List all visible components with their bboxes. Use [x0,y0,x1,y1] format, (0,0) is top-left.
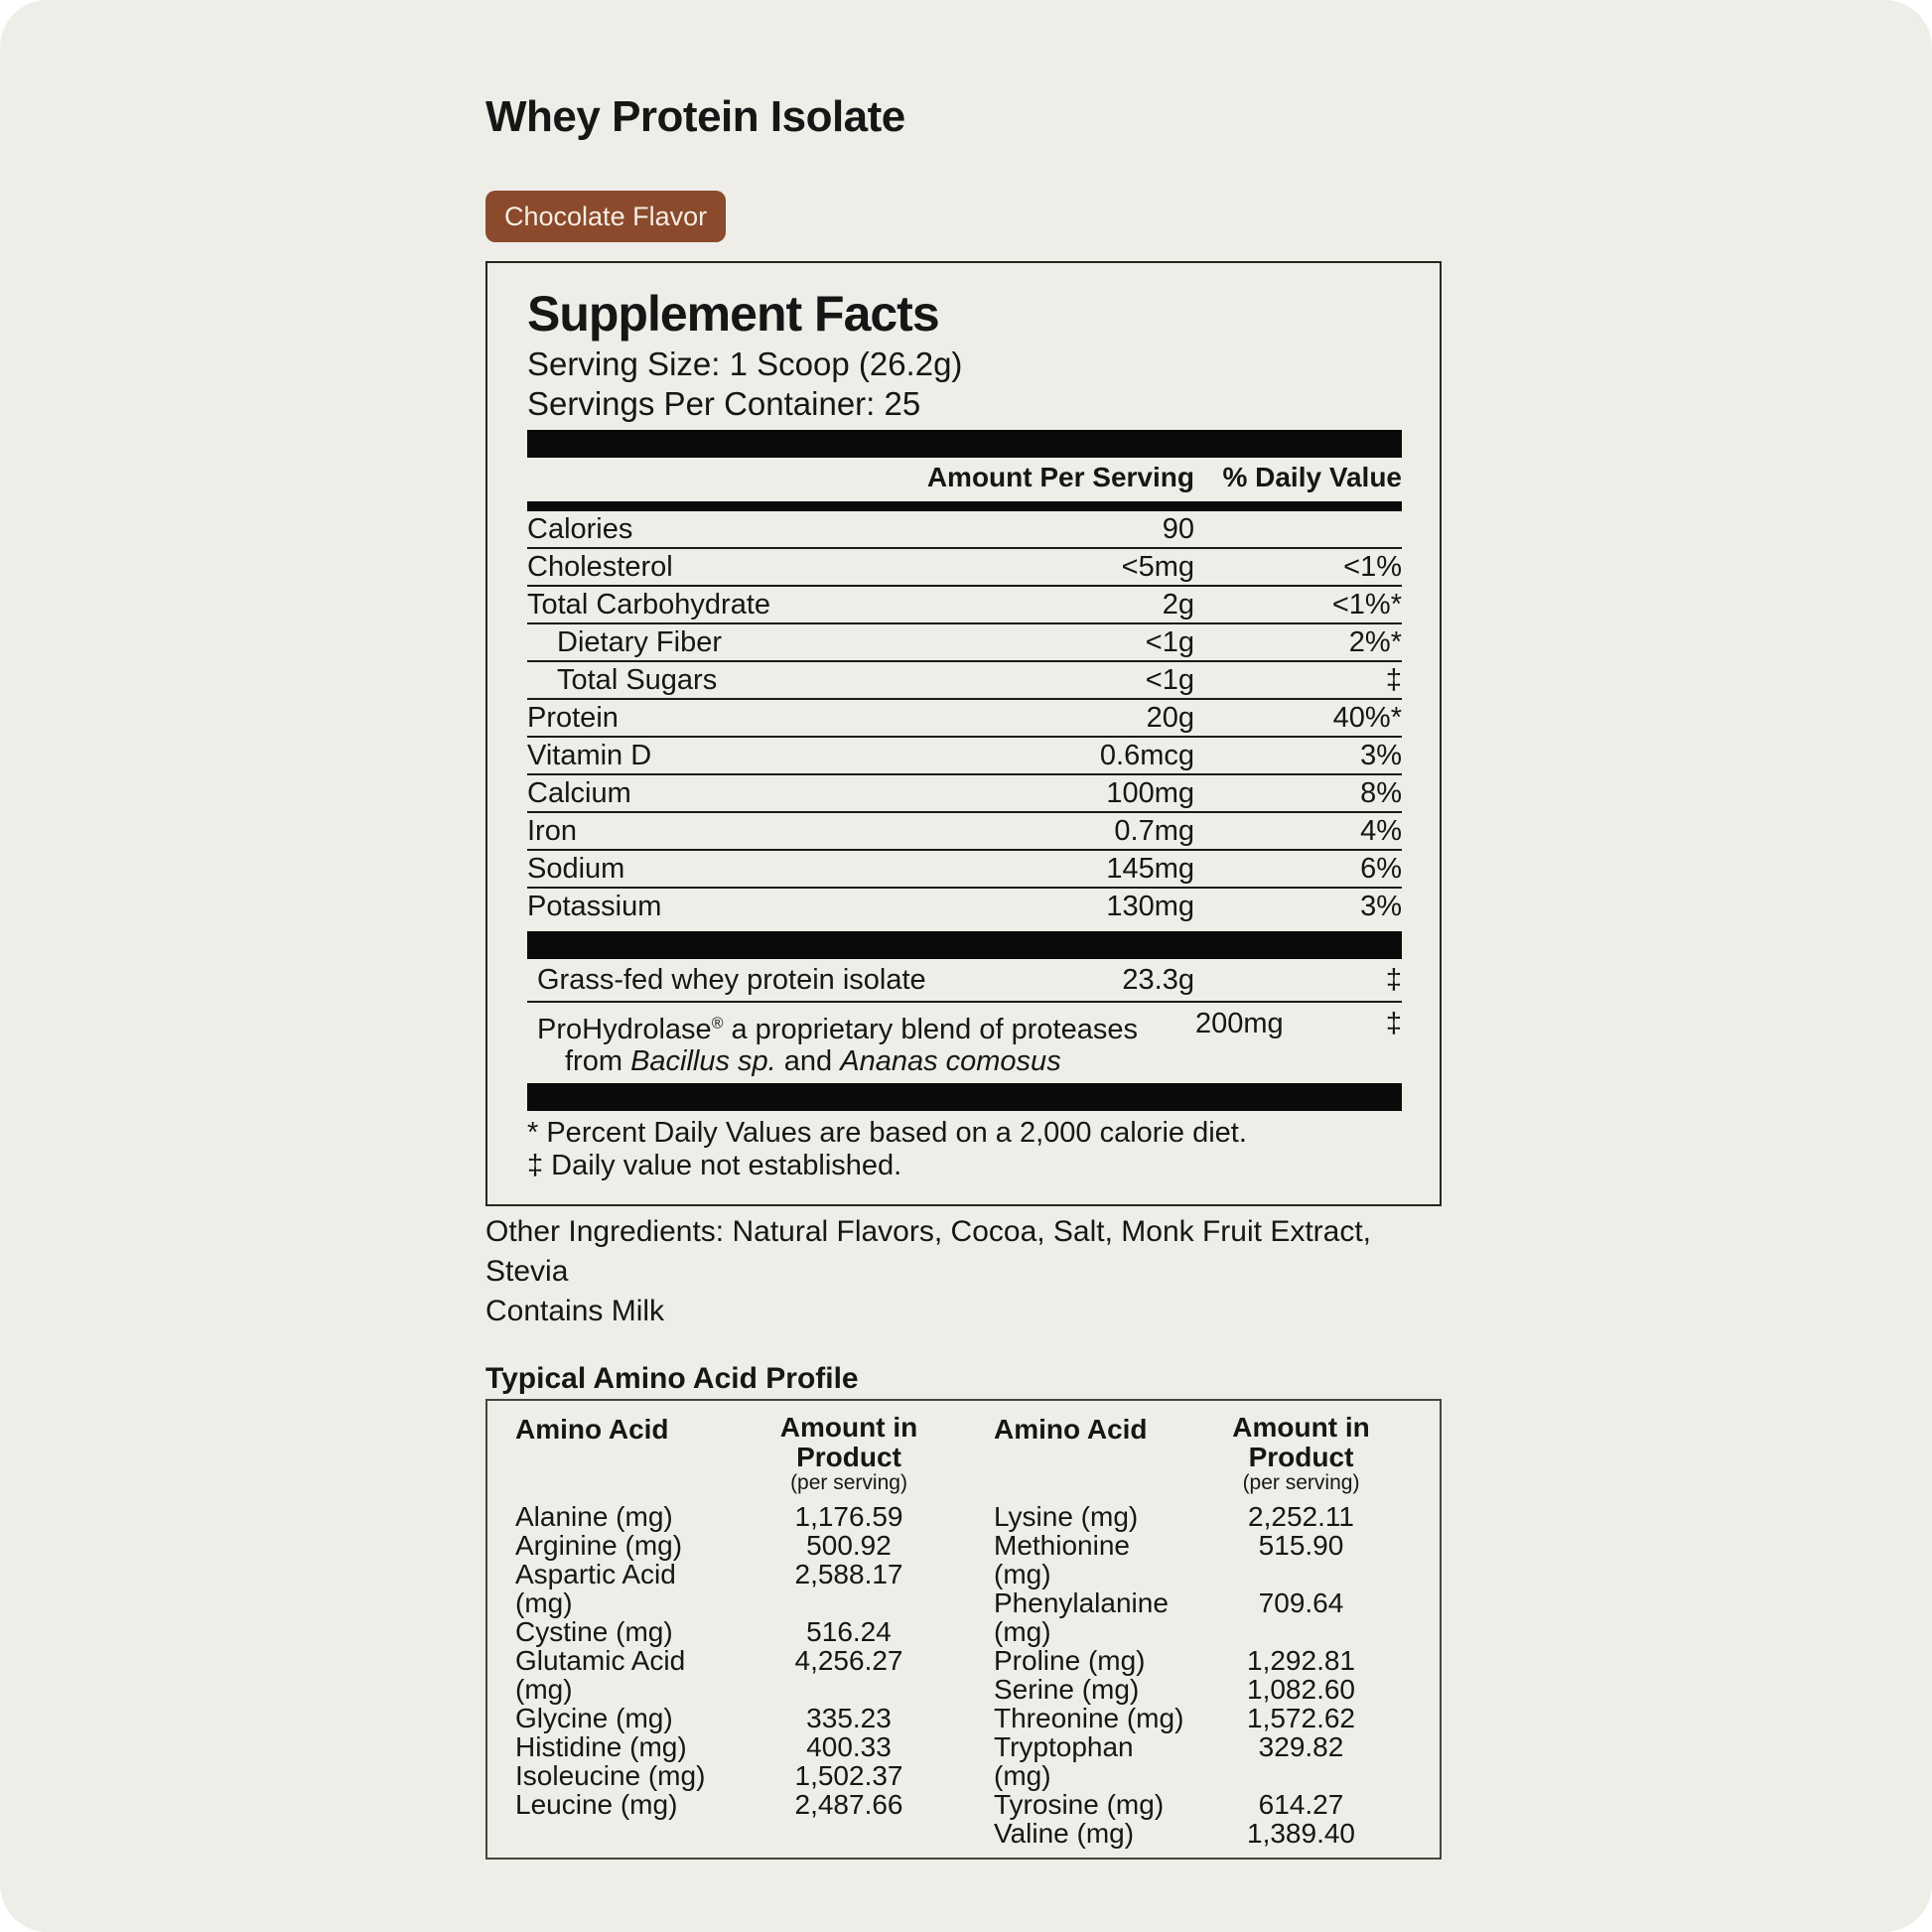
col-amount-label: Amount in Product [779,1411,918,1472]
amino-acid-value: 4,256.27 [794,1644,903,1676]
servings-per-container: Servings Per Container: 25 [527,385,921,422]
nutrient-name: Total Sugars [557,664,718,696]
amino-acid-name: Serine (mg) [994,1673,1140,1705]
nutrient-amount: <1g [1145,664,1194,696]
species-name: Bacillus sp. [630,1044,776,1077]
amino-acid-value: 2,588.17 [794,1558,903,1589]
nutrient-name: Protein [527,702,619,734]
other-ingredients-list: Other Ingredients: Natural Flavors, Cocoa, Salt, Monk Fruit Extract, Stevia [485,1214,1372,1288]
amino-acid-name: Tyrosine (mg) [994,1788,1165,1820]
nutrient-daily-value: <1% [1343,551,1402,583]
amino-acid-value: 1,572.62 [1247,1702,1355,1733]
amino-acid-value: 515.90 [1258,1529,1344,1561]
amino-acid-value: 614.27 [1258,1788,1344,1820]
fact-row [527,851,1402,889]
nutrient-amount: <5mg [1121,551,1194,583]
footnote-not-established: ‡ Daily value not established. [527,1149,902,1181]
fact-row [527,775,1402,813]
amino-acid-name: Arginine (mg) [515,1529,683,1561]
other-ingredients [485,1212,1442,1331]
nutrient-name: Total Carbohydrate [527,589,771,621]
prohydrolase-line2 [537,1045,1061,1077]
amino-acid-value: 335.23 [806,1702,892,1733]
fact-row [527,889,1402,924]
amino-acid-value: 516.24 [806,1615,892,1647]
nutrient-name: Calories [527,513,633,545]
amino-acid-name: Leucine (mg) [515,1788,678,1820]
divider-bar-thick [527,430,1402,458]
amino-acid-name: Glutamic Acid (mg) [515,1644,686,1705]
ingredient-name [527,1008,1184,1077]
amino-acid-table [485,1399,1442,1860]
nutrient-amount: 90 [1162,513,1194,545]
nutrient-name: Sodium [527,853,625,885]
amino-acid-value: 1,389.40 [1247,1817,1355,1849]
col-amount-per-serving: Amount Per Serving [926,462,1194,492]
amino-acid-value: 1,176.59 [794,1500,903,1532]
nutrient-daily-value: ‡ [1385,664,1402,696]
blend-row-prohydrolase [527,1003,1402,1083]
nutrient-amount: 145mg [1106,853,1194,885]
nutrient-daily-value: <1%* [1331,589,1402,621]
fact-row [527,511,1402,549]
species-name: Ananas comosus [840,1044,1061,1077]
col-amount-in-product [732,1407,966,1494]
nutrient-amount: 100mg [1106,777,1194,809]
nutrient-daily-value: 8% [1360,777,1402,809]
fact-row [527,813,1402,851]
amino-table-right-half [994,1407,1412,1848]
supplement-facts-panel [485,261,1442,1206]
amino-acid-name: Lysine (mg) [994,1500,1139,1532]
nutrient-daily-value: 3% [1360,740,1402,771]
amino-acid-value: 709.64 [1258,1587,1344,1618]
and-text: and [775,1044,841,1077]
amino-acid-name: Cystine (mg) [515,1615,673,1647]
col-amount-in-product [1190,1407,1412,1494]
nutrient-name: Iron [527,815,577,847]
amino-acid-name: Glycine (mg) [515,1702,673,1733]
col-per-serving-label: (per serving) [1242,1470,1360,1494]
col-per-serving-label: (per serving) [790,1470,907,1494]
nutrient-name: Vitamin D [527,740,652,771]
nutrient-name: Cholesterol [527,551,673,583]
amino-acid-name: Aspartic Acid (mg) [515,1558,676,1618]
fact-row [527,700,1402,738]
footnote-daily-values: * Percent Daily Values are based on a 2,000 calorie diet. [527,1116,1247,1149]
col-amount-label: Amount in Product [1232,1411,1370,1472]
blend-description: a proprietary blend of proteases [723,1013,1138,1045]
amino-acid-name: Threonine (mg) [994,1702,1184,1733]
divider-bar-medium [527,501,1402,511]
fact-row [527,549,1402,587]
ingredient-name: Grass-fed whey protein isolate [537,964,926,996]
amino-acid-value: 500.92 [806,1529,892,1561]
amino-acid-name: Alanine (mg) [515,1500,673,1532]
amino-acid-name: Phenylalanine (mg) [994,1587,1169,1647]
ingredient-amount: 200mg [1194,1008,1284,1039]
nutrient-amount: 20g [1146,702,1194,734]
page-title: Whey Protein Isolate [485,92,905,141]
facts-title: Supplement Facts [527,286,939,342]
ingredient-dv: ‡ [1385,1008,1402,1039]
amino-acid-name: Tryptophan (mg) [994,1730,1134,1791]
nutrient-amount: <1g [1145,626,1194,658]
flavor-badge: Chocolate Flavor [485,191,726,242]
nutrient-daily-value: 4% [1360,815,1402,847]
nutrient-amount: 130mg [1106,891,1194,922]
col-daily-value: % Daily Value [1222,462,1402,492]
fact-row [527,662,1402,700]
registered-mark: ® [711,1015,724,1032]
ingredient-dv: ‡ [1385,964,1402,996]
col-amino-acid: Amino Acid [994,1413,1148,1445]
amino-acid-value: 1,292.81 [1247,1644,1355,1676]
nutrient-daily-value: 2%* [1348,626,1402,658]
facts-rows [527,511,1402,924]
prohydrolase-line1 [537,1014,1138,1045]
amino-acid-value: 2,487.66 [794,1788,903,1820]
amino-acid-name: Isoleucine (mg) [515,1759,706,1791]
amino-profile-heading: Typical Amino Acid Profile [485,1361,859,1395]
amino-acid-value: 1,082.60 [1247,1673,1355,1705]
fact-row [527,624,1402,662]
col-amino-acid: Amino Acid [515,1413,669,1445]
amino-acid-name: Methionine (mg) [994,1529,1130,1589]
nutrient-daily-value: 3% [1360,891,1402,922]
label-content [485,0,1442,1860]
amino-acid-value: 400.33 [806,1730,892,1762]
nutrient-name: Dietary Fiber [557,626,722,658]
blend-row-whey [527,959,1402,1003]
divider-bar-thick [527,931,1402,959]
facts-footnotes [527,1117,1402,1190]
nutrient-name: Potassium [527,891,662,922]
contains-allergen: Contains Milk [485,1294,665,1327]
nutrient-amount: 2g [1162,589,1194,621]
amino-acid-value: 2,252.11 [1248,1500,1354,1532]
brand-name: ProHydrolase [537,1013,712,1045]
amino-acid-name: Valine (mg) [994,1817,1135,1849]
nutrient-amount: 0.6mcg [1099,740,1194,771]
fact-row [527,738,1402,775]
divider-bar-thick [527,1083,1402,1111]
amino-acid-value: 329.82 [1258,1730,1344,1762]
serving-size: Serving Size: 1 Scoop (26.2g) [527,345,963,382]
amino-table-left-half [515,1407,966,1848]
nutrient-daily-value: 40%* [1332,702,1402,734]
nutrient-name: Calcium [527,777,631,809]
nutrient-amount: 0.7mg [1114,815,1194,847]
amino-acid-name: Histidine (mg) [515,1730,687,1762]
ingredient-amount: 23.3g [1122,964,1194,996]
from-text: from [565,1044,631,1077]
nutrient-daily-value: 6% [1360,853,1402,885]
fact-row [527,587,1402,624]
amino-acid-value: 1,502.37 [794,1759,903,1791]
amino-acid-name: Proline (mg) [994,1644,1146,1676]
facts-column-headers [527,458,1402,498]
